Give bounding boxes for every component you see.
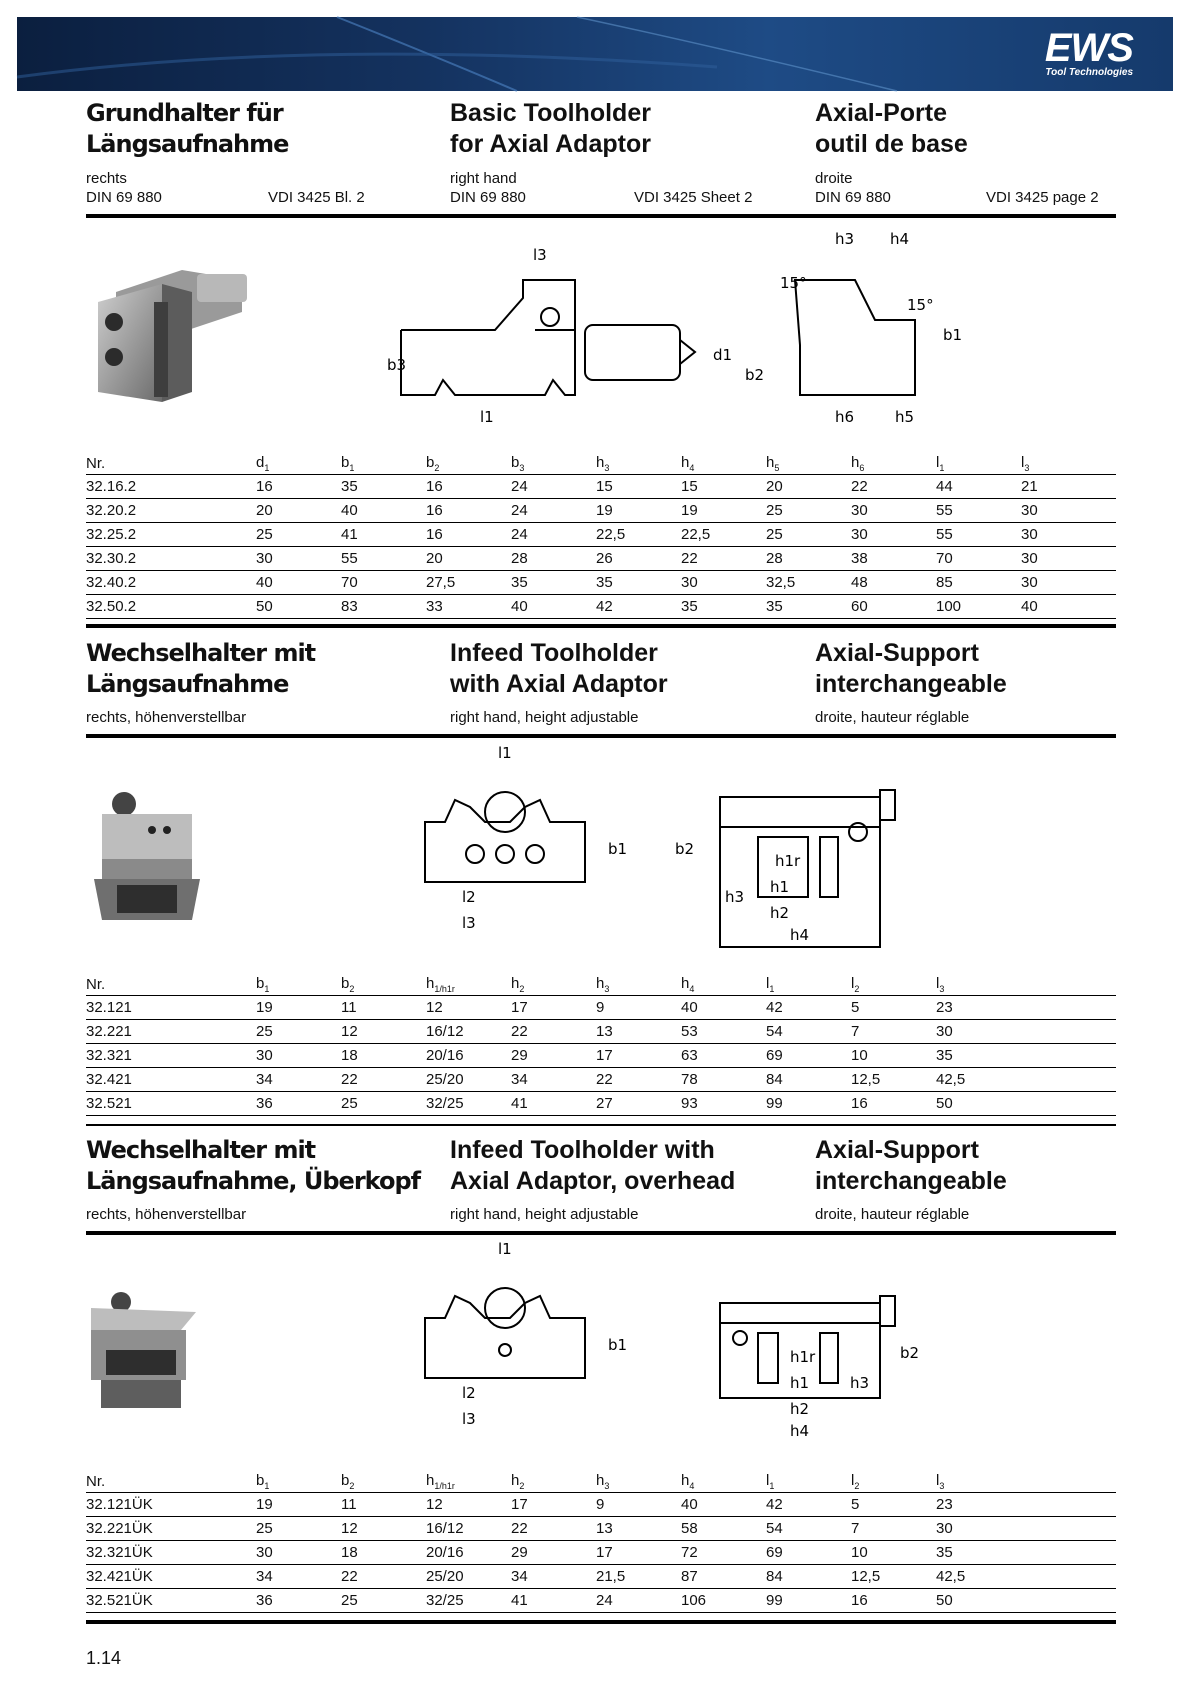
col-h2: $h_2$ [511, 1470, 596, 1493]
s1-label-h4: h4 [890, 230, 910, 248]
s1-label-d1: d1 [713, 346, 733, 364]
section1-std-din-en: DIN 69 880 [450, 189, 526, 206]
section3-title-fr: Axial-Support interchangeable [815, 1136, 1007, 1195]
s1-label-b1: b1 [943, 326, 963, 344]
col-h3: $h_3$ [596, 973, 681, 996]
col-h4: $h_4$ [681, 1470, 766, 1493]
table-row: 32.321 30 18 20/16 29 17 63 69 10 35 [86, 1044, 1116, 1068]
s2-label-h1r: h1r [775, 852, 801, 870]
col-h1-h1r: $h_{1/h1r}$ [426, 1470, 511, 1493]
section2-rule-top [86, 624, 1116, 628]
s1-label-15deg-a: 15° [780, 274, 807, 292]
section1-title-fr: Axial-Porte outil de base [815, 99, 968, 158]
s2-label-b2: b2 [675, 840, 695, 858]
table-row: 32.121 19 11 12 17 9 40 42 5 23 [86, 996, 1116, 1020]
s2-label-h3: h3 [725, 888, 745, 906]
section1-std-vdi-de: VDI 3425 Bl. 2 [268, 189, 365, 206]
table-row: 32.521 36 25 32/25 41 27 93 99 16 50 [86, 1092, 1116, 1116]
col-h5: $h_5$ [766, 452, 851, 475]
col-h2: $h_2$ [511, 973, 596, 996]
s2-label-h2: h2 [770, 904, 790, 922]
s1-label-h5: h5 [895, 408, 915, 426]
col-b2: $b_2$ [341, 973, 426, 996]
col-l3: $l_3$ [936, 973, 1116, 996]
s3-label-h1: h1 [790, 1374, 810, 1392]
s3-label-h2: h2 [790, 1400, 810, 1418]
section2-table-header [86, 973, 1116, 996]
section1-std-din-de: DIN 69 880 [86, 189, 162, 206]
section1-product-photo [92, 262, 252, 412]
section3-sub-en: right hand, height adjustable [450, 1206, 639, 1223]
s2-label-h4: h4 [790, 926, 810, 944]
section2-sub-fr: droite, hauteur réglable [815, 709, 970, 726]
col-l2: $l_2$ [851, 1470, 936, 1493]
col-b1: $b_1$ [256, 973, 341, 996]
col-h4: $h_4$ [681, 452, 766, 475]
section2-title-en: Infeed Toolholder with Axial Adaptor [450, 639, 668, 698]
section2-table [86, 973, 1116, 1116]
section1-sub-fr: droite [815, 170, 853, 187]
s3-label-b2: b2 [900, 1344, 920, 1362]
col-l2: $l_2$ [851, 973, 936, 996]
section1-sub-de: rechts [86, 170, 127, 187]
section3-title-en: Infeed Toolholder with Axial Adaptor, overhead [450, 1136, 736, 1195]
bottom-rule [86, 1620, 1116, 1624]
section2-sub-de: rechts, höhenverstellbar [86, 709, 247, 726]
s1-label-h3: h3 [835, 230, 855, 248]
section3-title-de: Wechselhalter mit Längsaufnahme, Überkopf [86, 1136, 421, 1195]
col-h4: $h_4$ [681, 973, 766, 996]
col-b1: $b_1$ [256, 1470, 341, 1493]
s3-label-l1: l1 [498, 1240, 512, 1258]
col-l1: $l_1$ [766, 973, 851, 996]
section3-table [86, 1470, 1116, 1613]
ews-logo: EWS Tool Technologies [1044, 26, 1133, 78]
table-row: 32.30.2 30 55 20 28 26 22 28 38 70 30 [86, 547, 1116, 571]
col-nr: Nr. [86, 973, 256, 996]
section1-drawing [387, 230, 995, 430]
col-d1: $d_1$ [256, 452, 341, 475]
section1-title-de: Grundhalter für Längsaufnahme [86, 99, 289, 158]
col-nr: Nr. [86, 1470, 256, 1493]
table-row: 32.25.2 25 41 16 24 22,5 22,5 25 30 55 30 [86, 523, 1116, 547]
col-l1: $l_1$ [936, 452, 1021, 475]
s2-label-l1: l1 [498, 744, 512, 762]
s3-label-h3: h3 [850, 1374, 870, 1392]
table-row: 32.40.2 40 70 27,5 35 35 30 32,5 48 85 30 [86, 571, 1116, 595]
table-row: 32.421ÜK 34 22 25/20 34 21,5 87 84 12,5 42,5 [86, 1565, 1116, 1589]
col-h1-h1r: $h_{1/h1r}$ [426, 973, 511, 996]
s1-label-l1: l1 [480, 408, 494, 426]
s3-label-h4: h4 [790, 1422, 810, 1440]
section2-title-de: Wechselhalter mit Längsaufnahme [86, 639, 316, 698]
section1-title-en: Basic Toolholder for Axial Adaptor [450, 99, 651, 158]
col-nr: Nr. [86, 452, 256, 475]
s2-label-l3: l3 [462, 914, 476, 932]
s1-label-l3: l3 [533, 246, 547, 264]
s2-label-h1: h1 [770, 878, 790, 896]
s3-label-h1r: h1r [790, 1348, 816, 1366]
header-banner [17, 17, 1173, 91]
section3-rule [86, 1231, 1116, 1235]
section1-std-vdi-fr: VDI 3425 page 2 [986, 189, 1099, 206]
section1-std-vdi-en: VDI 3425 Sheet 2 [634, 189, 753, 206]
col-b2: $b_2$ [341, 1470, 426, 1493]
page-number: 1.14 [86, 1648, 122, 1668]
col-l1: $l_1$ [766, 1470, 851, 1493]
col-h3: $h_3$ [596, 452, 681, 475]
col-h3: $h_3$ [596, 1470, 681, 1493]
col-l3: $l_3$ [1021, 452, 1116, 475]
s3-label-l2: l2 [462, 1384, 476, 1402]
banner-streaks [17, 17, 1173, 91]
s2-label-l2: l2 [462, 888, 476, 906]
table-row: 32.221 25 12 16/12 22 13 53 54 7 30 [86, 1020, 1116, 1044]
section1-table-header [86, 452, 1116, 475]
col-b2: $b_2$ [426, 452, 511, 475]
table-row: 32.20.2 20 40 16 24 19 19 25 30 55 30 [86, 499, 1116, 523]
section1-std-din-fr: DIN 69 880 [815, 189, 891, 206]
table-row: 32.121ÜK 19 11 12 17 9 40 42 5 23 [86, 1493, 1116, 1517]
section3-sub-fr: droite, hauteur réglable [815, 1206, 970, 1223]
s3-label-b1: b1 [608, 1336, 628, 1354]
section1-rule [86, 214, 1116, 218]
section1-sub-en: right hand [450, 170, 517, 187]
table-row: 32.221ÜK 25 12 16/12 22 13 58 54 7 30 [86, 1517, 1116, 1541]
col-l3: $l_3$ [936, 1470, 1116, 1493]
s1-label-15deg-b: 15° [907, 296, 934, 314]
table-row: 32.521ÜK 36 25 32/25 41 24 106 99 16 50 [86, 1589, 1116, 1613]
s1-label-h6: h6 [835, 408, 855, 426]
s2-label-b1: b1 [608, 840, 628, 858]
section2-sub-en: right hand, height adjustable [450, 709, 639, 726]
section3-product-photo [86, 1290, 206, 1420]
section3-table-header [86, 1470, 1116, 1493]
table-row: 32.50.2 50 83 33 40 42 35 35 60 100 40 [86, 595, 1116, 619]
section3-sub-de: rechts, höhenverstellbar [86, 1206, 247, 1223]
table-row: 32.421 34 22 25/20 34 22 78 84 12,5 42,5 [86, 1068, 1116, 1092]
table-row: 32.321ÜK 30 18 20/16 29 17 72 69 10 35 [86, 1541, 1116, 1565]
section2-rule [86, 734, 1116, 738]
col-b3: $b_3$ [511, 452, 596, 475]
s3-label-l3: l3 [462, 1410, 476, 1428]
section1-table [86, 452, 1116, 619]
section2-drawing [380, 742, 940, 962]
section3-rule-top [86, 1124, 1116, 1126]
section2-product-photo [92, 790, 202, 930]
s1-label-b2: b2 [745, 366, 765, 384]
section3-drawing [380, 1238, 940, 1458]
section2-title-fr: Axial-Support interchangeable [815, 639, 1007, 698]
col-h6: $h_6$ [851, 452, 936, 475]
col-b1: $b_1$ [341, 452, 426, 475]
s1-label-b3: b3 [387, 356, 407, 374]
table-row: 32.16.2 16 35 16 24 15 15 20 22 44 21 [86, 475, 1116, 499]
